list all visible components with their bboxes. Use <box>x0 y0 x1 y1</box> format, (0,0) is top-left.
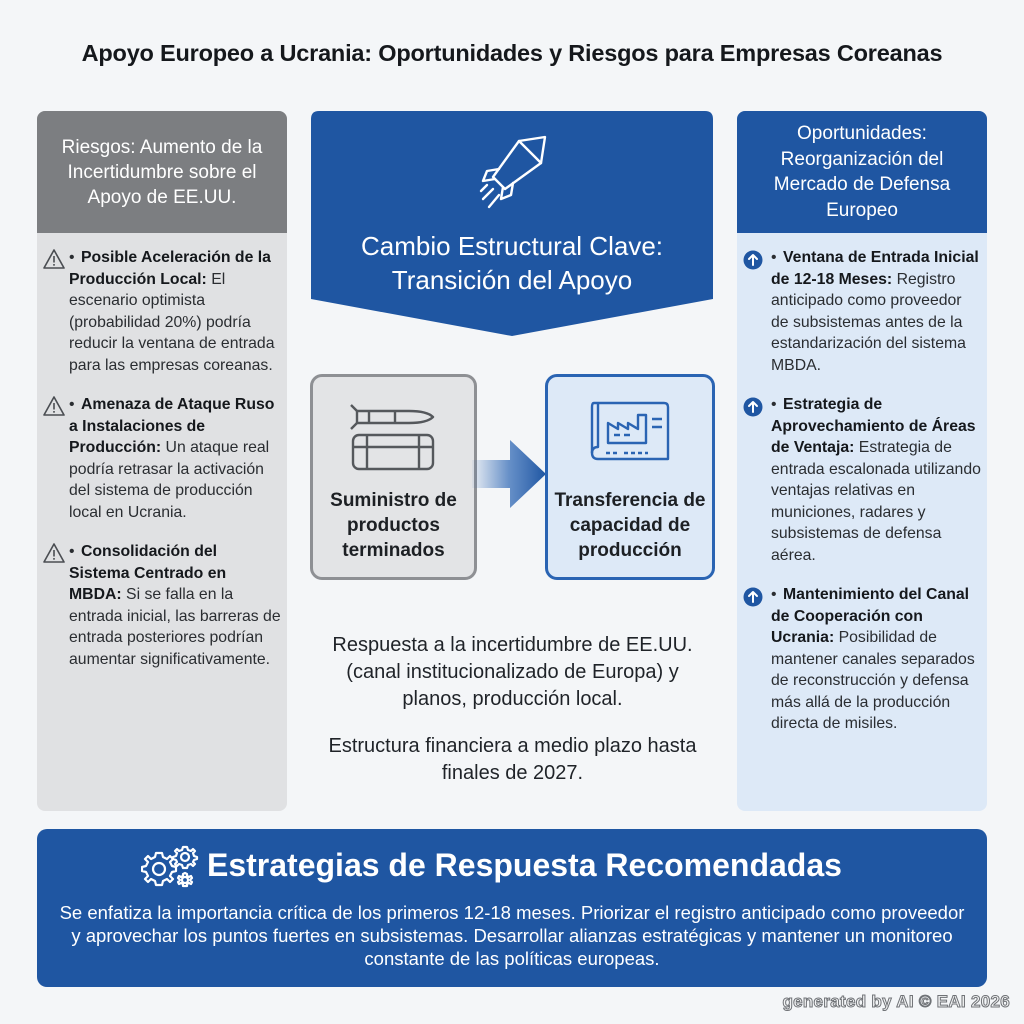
center-note-response: Respuesta a la incertidumbre de EE.UU. (canal institucionalizado de Europa) y planos, producción local. <box>332 634 693 710</box>
arrow-up-circle-icon <box>743 247 771 376</box>
factory-blueprint-icon <box>548 395 712 471</box>
munitions-icon <box>313 395 474 475</box>
opportunity-item: • Ventana de Entrada Inicial de 12-18 Meses: Registro anticipado como proveedor de subsistemas antes de la estandarización del sistema MBDA. <box>743 247 981 376</box>
risk-item: • Amenaza de Ataque Ruso a Instalaciones de Producción: Un ataque real podría retrasar la activación del sistema de producción local en Ucrania. <box>43 394 281 523</box>
page-title: Apoyo Europeo a Ucrania: Oportunidades y Riesgos para Empresas Coreanas <box>81 40 943 66</box>
opportunity-item-title: Ventana de Entrada Inicial de 12-18 Meses: <box>771 249 979 288</box>
opportunity-item-title: Estrategia de Aprovechamiento de Áreas de Ventaja: <box>771 396 976 456</box>
center-note-financial: Estructura financiera a medio plazo hasta finales de 2027. <box>328 735 697 784</box>
banner-title: Cambio Estructural Clave: Transición del Apoyo <box>361 231 663 295</box>
missile-icon <box>479 133 549 218</box>
arrow-up-circle-icon <box>743 394 771 566</box>
opportunity-item-text: Registro anticipado como proveedor de subsistemas antes de la estandarización del sistema MBDA. <box>771 270 966 374</box>
warning-triangle-icon <box>43 541 69 670</box>
risk-item: • Posible Aceleración de la Producción Local: El escenario optimista (probabilidad 20%) podría reducir la ventana de entrada para las empresas coreanas. <box>43 247 281 376</box>
watermark: generated by AI © EAI 2026 <box>782 992 1010 1011</box>
finished-products-box <box>310 374 477 580</box>
risk-item-text: Si se falla en la entrada inicial, las barreras de entrada posteriores podrían aumentar significativamente. <box>69 586 281 668</box>
risks-panel <box>37 111 287 811</box>
opportunity-item-text: Posibilidad de mantener canales separados de reconstrucción y defensa más allá de la producción directa de misiles. <box>771 629 975 732</box>
risk-item-title: Consolidación del Sistema Centrado en MBDA: <box>69 543 227 603</box>
opportunity-item-text: Estrategia de entrada escalonada utilizando ventajas relativas en municiones, radares y subsistemas de defensa aérea. <box>771 439 981 564</box>
risk-item-text: El escenario optimista (probabilidad 20%) podría reducir la ventana de entrada para las empresas coreanas. <box>69 270 275 374</box>
transition-arrow-icon <box>472 440 548 513</box>
production-transfer-box <box>545 374 715 580</box>
opportunities-header: Oportunidades: Reorganización del Mercado de Defensa Europeo <box>737 111 987 233</box>
finished-products-label: Suministro de productos terminados <box>330 490 457 561</box>
risk-item-title: Posible Aceleración de la Producción Local: <box>69 249 271 288</box>
opportunity-item: • Mantenimiento del Canal de Cooperación con Ucrania: Posibilidad de mantener canales separados de reconstrucción y defensa más allá de la producción directa de misiles. <box>743 584 981 735</box>
arrow-up-circle-icon <box>743 584 771 735</box>
opportunities-panel <box>737 111 987 811</box>
risk-item-title: Amenaza de Ataque Ruso a Instalaciones de Producción: <box>69 396 275 456</box>
warning-triangle-icon <box>43 394 69 523</box>
risks-header: Riesgos: Aumento de la Incertidumbre sobre el Apoyo de EE.UU. <box>37 111 287 233</box>
gears-icon <box>141 845 199 896</box>
warning-triangle-icon <box>43 247 69 376</box>
strategies-text: Se enfatiza la importancia crítica de los primeros 12-18 meses. Priorizar el registro anticipado como proveedor y aprovechar los puntos fuertes en subsistemas. Desarrollar alianzas estratégicas y mantener un monitoreo constante de las políticas europeas. <box>59 902 965 969</box>
risk-item-text: Un ataque real podría retrasar la activación del sistema de producción local en Ucrania. <box>69 439 270 521</box>
recommended-strategies-panel <box>37 829 987 987</box>
key-change-banner <box>311 111 713 336</box>
risk-item: • Consolidación del Sistema Centrado en MBDA: Si se falla en la entrada inicial, las barreras de entrada posteriores podrían aumentar significativamente. <box>43 541 281 670</box>
opportunity-item: • Estrategia de Aprovechamiento de Áreas de Ventaja: Estrategia de entrada escalonada utilizando ventajas relativas en municiones, radares y subsistemas de defensa aérea. <box>743 394 981 566</box>
strategies-title: Estrategias de Respuesta Recomendadas <box>207 847 842 883</box>
production-transfer-label: Transferencia de capacidad de producción <box>554 490 706 561</box>
opportunity-item-title: Mantenimiento del Canal de Cooperación con Ucrania: <box>771 586 970 646</box>
